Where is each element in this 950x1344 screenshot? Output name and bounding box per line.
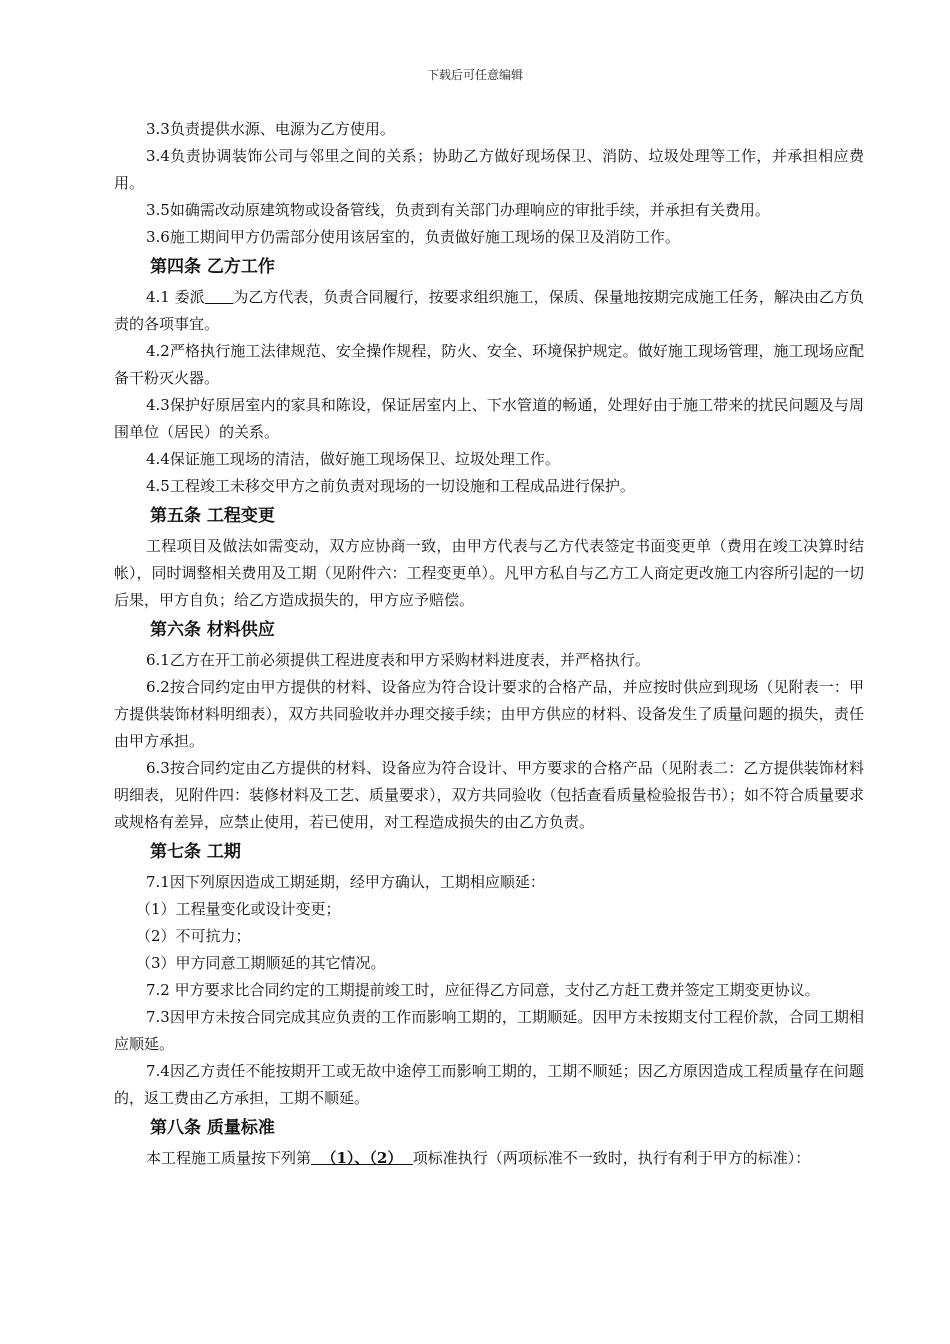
clause-6-1: 6.1乙方在开工前必须提供工程进度表和甲方采购材料进度表，并严格执行。 — [146, 651, 650, 669]
document-body — [114, 116, 864, 1172]
clause-7-1-item-2: （2）不可抗力； — [136, 927, 251, 945]
clause-4-2: 4.2严格执行施工法律规范、安全操作规程，防火、安全、环境保护规定。做好施工现场管理，施工现场应配备干粉灭火器。 — [114, 342, 864, 387]
clause-4-1-lead: 4.1 委派 — [146, 288, 205, 306]
clause-7-2: 7.2 甲方要求比合同约定的工期提前竣工时，应征得乙方同意，支付乙方赶工费并签定工期变更协议。 — [146, 981, 820, 999]
clause-4-3: 4.3保护好原居室内的家具和陈设，保证居室内上、下水管道的畅通，处理好由于施工带来的扰民问题及与周围单位（居民）的关系。 — [114, 396, 864, 441]
article-4-heading: 第四条 乙方工作 — [150, 257, 275, 277]
clause-4-4: 4.4保证施工现场的清洁，做好施工现场保卫、垃圾处理工作。 — [146, 450, 560, 468]
clause-7-1-item-1: （1）工程量变化或设计变更； — [136, 900, 341, 918]
clause-7-1: 7.1因下列原因造成工期延期，经甲方确认，工期相应顺延： — [146, 873, 545, 891]
clause-6-2: 6.2按合同约定由甲方提供的材料、设备应为符合设计要求的合格产品，并应按时供应到现场（见附表一：甲方提供装饰材料明细表），双方共同验收并办理交接手续；由甲方供应的材料、设备发生了质量问题的损失，责任由甲方承担。 — [114, 678, 864, 750]
clause-6-3: 6.3按合同约定由乙方提供的材料、设备应为符合设计、甲方要求的合格产品（见附表二：乙方提供装饰材料明细表，见附件四：装修材料及工艺、质量要求），双方共同验收（包括查看质量检验报告书）；如不符合质量要求或规格有差异，应禁止使用，若已使用，对工程造成损失的由乙方负责。 — [114, 759, 865, 831]
article-8-heading: 第八条 质量标准 — [150, 1118, 275, 1138]
representative-blank — [205, 288, 234, 306]
clause-8-rest: 项标准执行（两项标准不一致时，执行有利于甲方的标准）： — [412, 1149, 811, 1167]
article-5-heading: 第五条 工程变更 — [150, 506, 275, 526]
clause-7-3: 7.3因甲方未按合同完成其应负责的工作而影响工期的，工期顺延。因甲方未按期支付工程价款，合同工期相应顺延。 — [114, 1008, 864, 1053]
quality-standard-choice: （1）、（2） — [311, 1149, 413, 1167]
clause-5: 工程项目及做法如需变动，双方应协商一致，由甲方代表与乙方代表签定书面变更单（费用在竣工决算时结帐），同时调整相关费用及工期（见附件六：工程变更单）。凡甲方私自与乙方工人商定更改施工内容所引起的一切后果，甲方自负；给乙方造成损失的，甲方应予赔偿。 — [114, 537, 865, 609]
clause-8-lead: 本工程施工质量按下列第 — [146, 1149, 312, 1167]
article-6-heading: 第六条 材料供应 — [150, 620, 275, 640]
page-header: 下载后可任意编辑 — [426, 68, 523, 82]
clause-4-5: 4.5工程竣工未移交甲方之前负责对现场的一切设施和工程成品进行保护。 — [146, 477, 635, 495]
clause-3-5: 3.5如确需改动原建筑物或设备管线，负责到有关部门办理响应的审批手续，并承担有关费用。 — [146, 201, 770, 219]
clause-4-1-rest: 为乙方代表，负责合同履行，按要求组织施工，保质、保量地按期完成施工任务，解决由乙方负责的各项事宜。 — [114, 288, 864, 333]
clause-8 — [114, 1145, 864, 1172]
clause-7-4: 7.4因乙方责任不能按期开工或无故中途停工而影响工期的，工期不顺延；因乙方原因造成工程质量存在问题的，返工费由乙方承担，工期不顺延。 — [114, 1062, 864, 1107]
clause-4-1 — [114, 284, 864, 338]
clause-3-6: 3.6施工期间甲方仍需部分使用该居室的，负责做好施工现场的保卫及消防工作。 — [146, 228, 680, 246]
article-7-heading: 第七条 工期 — [150, 842, 241, 862]
clause-3-3: 3.3负责提供水源、电源为乙方使用。 — [146, 120, 395, 138]
clause-7-1-item-3: （3）甲方同意工期顺延的其它情况。 — [136, 954, 386, 972]
clause-3-4: 3.4负责协调装饰公司与邻里之间的关系；协助乙方做好现场保卫、消防、垃圾处理等工作，并承担相应费用。 — [114, 147, 864, 192]
